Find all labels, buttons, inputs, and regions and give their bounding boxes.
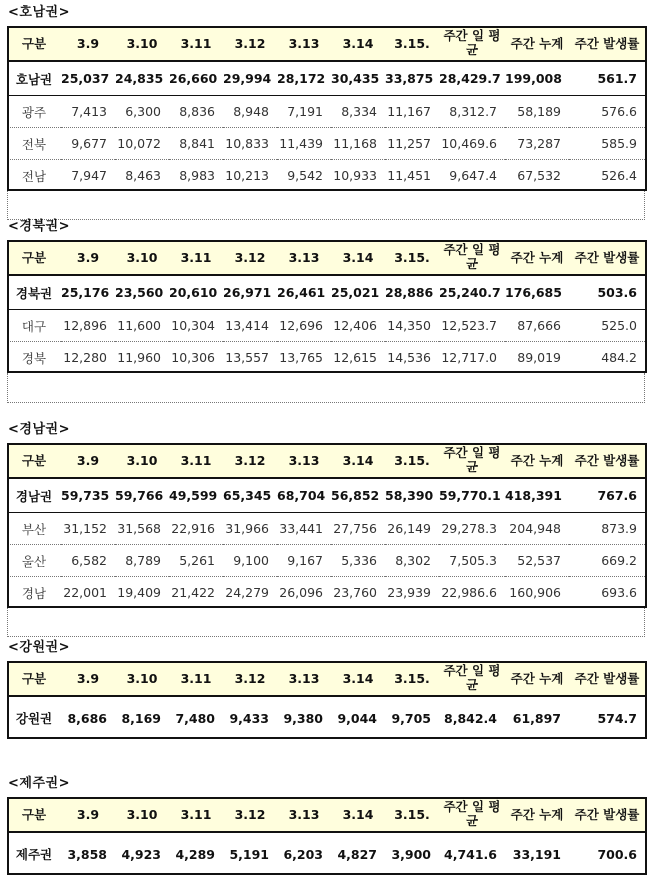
weekly-rate-value: 503.6 xyxy=(569,275,645,310)
daily-value: 14,350 xyxy=(385,310,439,342)
header-weekly-avg: 주간 일 평균 xyxy=(439,661,505,696)
weekly-rate-value: 526.4 xyxy=(601,168,637,183)
weekly-rate-value: 693.6 xyxy=(601,585,637,600)
header-date: 3.13 xyxy=(277,661,331,696)
header-weekly-total: 주간 누계 xyxy=(505,240,569,275)
daily-value: 7,413 xyxy=(61,96,115,128)
daily-value: 31,568 xyxy=(115,513,169,545)
city-row xyxy=(7,96,645,128)
weekly-total-value: 73,287 xyxy=(505,128,569,160)
header-row xyxy=(7,797,645,832)
header-date: 3.12 xyxy=(223,661,277,696)
header-date: 3.15. xyxy=(385,797,439,832)
daily-value: 5,191 xyxy=(229,846,269,862)
daily-value: 8,948 xyxy=(223,96,277,128)
weekly-avg-value: 8,312.7 xyxy=(439,96,505,128)
row-name: 경남 xyxy=(21,585,47,601)
header-date: 3.13 xyxy=(277,797,331,832)
daily-value: 24,279 xyxy=(225,585,269,600)
daily-value: 12,280 xyxy=(63,350,107,365)
header-date: 3.11 xyxy=(169,661,223,696)
daily-value: 24,835 xyxy=(115,61,169,96)
daily-value: 25,176 xyxy=(61,275,115,310)
header-weekly-rate: 주간 발생률 xyxy=(569,26,645,61)
header-region: 구분 xyxy=(7,661,61,696)
header-weekly-rate: 주간 발생률 xyxy=(569,797,645,832)
weekly-rate-value: 576.6 xyxy=(569,96,645,128)
row-name: 경남권 xyxy=(7,478,61,513)
daily-value: 11,257 xyxy=(385,128,439,160)
weekly-avg-value: 4,741.6 xyxy=(444,846,497,862)
daily-value: 12,696 xyxy=(277,310,331,342)
daily-value: 21,422 xyxy=(171,585,215,600)
daily-value: 6,203 xyxy=(283,846,323,862)
header-weekly-rate: 주간 발생률 xyxy=(569,661,645,696)
daily-value: 9,433 xyxy=(229,710,269,726)
daily-value: 10,933 xyxy=(333,168,377,183)
header-date: 3.10 xyxy=(115,797,169,832)
weekly-rate-value: 525.0 xyxy=(569,310,645,342)
weekly-avg-value: 9,647.4 xyxy=(449,168,497,183)
daily-value: 33,875 xyxy=(385,61,439,96)
header-date: 3.10 xyxy=(115,661,169,696)
daily-value: 28,886 xyxy=(385,275,439,310)
region-table xyxy=(7,240,645,373)
empty-dotted-box xyxy=(7,608,645,637)
header-date: 3.15. xyxy=(385,661,439,696)
daily-value: 4,827 xyxy=(337,846,377,862)
header-weekly-avg: 주간 일 평균 xyxy=(439,26,505,61)
header-weekly-total: 주간 누계 xyxy=(505,26,569,61)
region-total-row xyxy=(7,61,645,96)
weekly-rate-value: 574.7 xyxy=(597,710,637,726)
section-title: <제주권> xyxy=(8,776,70,791)
region-total-row xyxy=(7,478,645,513)
header-date: 3.10 xyxy=(115,26,169,61)
weekly-avg-value: 29,278.3 xyxy=(439,513,505,545)
section-title: <강원권> xyxy=(8,640,70,655)
daily-value: 29,994 xyxy=(223,61,277,96)
region-table xyxy=(7,661,645,739)
row-name: 경북권 xyxy=(7,275,61,310)
header-weekly-avg: 주간 일 평균 xyxy=(439,240,505,275)
header-date: 3.15. xyxy=(385,443,439,478)
header-date: 3.11 xyxy=(169,797,223,832)
daily-value: 11,168 xyxy=(331,128,385,160)
weekly-total-value: 52,537 xyxy=(505,545,569,577)
header-date: 3.10 xyxy=(115,443,169,478)
weekly-total-value: 199,008 xyxy=(505,61,569,96)
weekly-total-value: 58,189 xyxy=(505,96,569,128)
region-total-row xyxy=(7,275,645,310)
section-title: <경남권> xyxy=(8,422,70,437)
weekly-avg-value: 59,770.1 xyxy=(439,478,505,513)
row-name: 울산 xyxy=(7,545,61,577)
weekly-avg-value: 12,523.7 xyxy=(439,310,505,342)
header-weekly-total: 주간 누계 xyxy=(505,661,569,696)
header-weekly-avg: 주간 일 평균 xyxy=(439,797,505,832)
daily-value: 14,536 xyxy=(387,350,431,365)
row-name: 제주권 xyxy=(15,847,53,862)
weekly-rate-value: 484.2 xyxy=(601,350,637,365)
daily-value: 12,406 xyxy=(331,310,385,342)
daily-value: 22,916 xyxy=(169,513,223,545)
row-name: 경북 xyxy=(21,350,47,366)
weekly-total-value: 176,685 xyxy=(505,275,569,310)
weekly-avg-value: 10,469.6 xyxy=(439,128,505,160)
header-date: 3.11 xyxy=(169,443,223,478)
daily-value: 11,451 xyxy=(387,168,431,183)
weekly-total-value: 87,666 xyxy=(505,310,569,342)
region-table xyxy=(7,26,645,191)
region-table xyxy=(7,797,645,875)
city-row xyxy=(7,513,645,545)
daily-value: 10,306 xyxy=(171,350,215,365)
weekly-rate-value: 873.9 xyxy=(569,513,645,545)
header-row xyxy=(7,661,645,696)
region-total-row xyxy=(7,696,645,739)
weekly-total-value: 89,019 xyxy=(517,350,561,365)
daily-value: 28,172 xyxy=(277,61,331,96)
daily-value: 26,660 xyxy=(169,61,223,96)
daily-value: 25,037 xyxy=(61,61,115,96)
daily-value: 25,021 xyxy=(331,275,385,310)
header-date: 3.14 xyxy=(331,797,385,832)
daily-value: 8,983 xyxy=(179,168,215,183)
daily-value: 6,300 xyxy=(115,96,169,128)
daily-value: 9,380 xyxy=(283,710,323,726)
daily-value: 7,947 xyxy=(71,168,107,183)
weekly-avg-value: 12,717.0 xyxy=(441,350,497,365)
header-date: 3.12 xyxy=(223,797,277,832)
daily-value: 31,152 xyxy=(61,513,115,545)
weekly-rate-value: 585.9 xyxy=(569,128,645,160)
daily-value: 68,704 xyxy=(277,478,331,513)
header-date: 3.13 xyxy=(277,240,331,275)
daily-value: 59,735 xyxy=(61,478,115,513)
header-date: 3.13 xyxy=(277,26,331,61)
header-region: 구분 xyxy=(7,26,61,61)
daily-value: 10,304 xyxy=(169,310,223,342)
row-name: 전북 xyxy=(7,128,61,160)
city-row xyxy=(7,342,645,374)
row-name: 호남권 xyxy=(7,61,61,96)
city-row xyxy=(7,545,645,577)
daily-value: 7,480 xyxy=(175,710,215,726)
daily-value: 59,766 xyxy=(115,478,169,513)
header-date: 3.14 xyxy=(331,240,385,275)
daily-value: 12,896 xyxy=(61,310,115,342)
city-row xyxy=(7,128,645,160)
weekly-total-value: 61,897 xyxy=(512,710,561,726)
daily-value: 8,789 xyxy=(115,545,169,577)
daily-value: 22,001 xyxy=(63,585,107,600)
header-region: 구분 xyxy=(7,797,61,832)
row-name: 강원권 xyxy=(15,711,53,726)
daily-value: 23,560 xyxy=(115,275,169,310)
header-row xyxy=(7,240,645,275)
city-row xyxy=(7,310,645,342)
daily-value: 23,939 xyxy=(387,585,431,600)
daily-value: 13,557 xyxy=(225,350,269,365)
daily-value: 27,756 xyxy=(331,513,385,545)
daily-value: 9,167 xyxy=(277,545,331,577)
header-row xyxy=(7,26,645,61)
daily-value: 4,289 xyxy=(175,846,215,862)
daily-value: 3,858 xyxy=(67,846,107,862)
header-date: 3.15. xyxy=(385,26,439,61)
daily-value: 8,841 xyxy=(169,128,223,160)
header-region: 구분 xyxy=(7,443,61,478)
daily-value: 4,923 xyxy=(121,846,161,862)
row-name: 전남 xyxy=(21,168,47,184)
weekly-avg-value: 25,240.7 xyxy=(439,275,505,310)
weekly-rate-value: 767.6 xyxy=(569,478,645,513)
weekly-total-value: 33,191 xyxy=(512,846,561,862)
daily-value: 26,096 xyxy=(279,585,323,600)
daily-value: 5,336 xyxy=(331,545,385,577)
daily-value: 11,960 xyxy=(117,350,161,365)
city-row xyxy=(7,160,645,192)
header-date: 3.11 xyxy=(169,240,223,275)
daily-value: 49,599 xyxy=(169,478,223,513)
header-date: 3.14 xyxy=(331,661,385,696)
row-name: 대구 xyxy=(7,310,61,342)
weekly-avg-value: 22,986.6 xyxy=(441,585,497,600)
row-name: 부산 xyxy=(7,513,61,545)
daily-value: 58,390 xyxy=(385,478,439,513)
daily-value: 12,615 xyxy=(333,350,377,365)
daily-value: 8,836 xyxy=(169,96,223,128)
weekly-total-value: 67,532 xyxy=(517,168,561,183)
header-date: 3.12 xyxy=(223,240,277,275)
daily-value: 23,760 xyxy=(333,585,377,600)
header-date: 3.14 xyxy=(331,26,385,61)
header-date: 3.13 xyxy=(277,443,331,478)
header-date: 3.9 xyxy=(61,240,115,275)
header-date: 3.9 xyxy=(61,661,115,696)
daily-value: 10,213 xyxy=(225,168,269,183)
weekly-avg-value: 8,842.4 xyxy=(444,710,497,726)
header-date: 3.14 xyxy=(331,443,385,478)
weekly-rate-value: 561.7 xyxy=(569,61,645,96)
daily-value: 26,461 xyxy=(277,275,331,310)
row-name: 광주 xyxy=(7,96,61,128)
header-date: 3.9 xyxy=(61,443,115,478)
daily-value: 7,191 xyxy=(277,96,331,128)
daily-value: 13,414 xyxy=(223,310,277,342)
daily-value: 19,409 xyxy=(117,585,161,600)
daily-value: 11,600 xyxy=(115,310,169,342)
weekly-rate-value: 669.2 xyxy=(569,545,645,577)
region-total-row xyxy=(7,832,645,875)
header-date: 3.12 xyxy=(223,26,277,61)
header-weekly-total: 주간 누계 xyxy=(505,797,569,832)
header-weekly-rate: 주간 발생률 xyxy=(569,240,645,275)
header-date: 3.9 xyxy=(61,797,115,832)
daily-value: 3,900 xyxy=(391,846,431,862)
daily-value: 65,345 xyxy=(223,478,277,513)
weekly-total-value: 418,391 xyxy=(505,478,569,513)
weekly-total-value: 204,948 xyxy=(505,513,569,545)
daily-value: 8,302 xyxy=(385,545,439,577)
city-row xyxy=(7,577,645,609)
daily-value: 31,966 xyxy=(223,513,277,545)
daily-value: 8,169 xyxy=(121,710,161,726)
daily-value: 10,072 xyxy=(115,128,169,160)
weekly-avg-value: 28,429.7 xyxy=(439,61,505,96)
daily-value: 11,439 xyxy=(277,128,331,160)
daily-value: 20,610 xyxy=(169,275,223,310)
weekly-rate-value: 700.6 xyxy=(597,846,637,862)
weekly-avg-value: 7,505.3 xyxy=(439,545,505,577)
header-date: 3.11 xyxy=(169,26,223,61)
daily-value: 33,441 xyxy=(277,513,331,545)
daily-value: 11,167 xyxy=(385,96,439,128)
empty-dotted-box xyxy=(7,191,645,220)
header-weekly-avg: 주간 일 평균 xyxy=(439,443,505,478)
header-region: 구분 xyxy=(7,240,61,275)
daily-value: 5,261 xyxy=(169,545,223,577)
weekly-total-value: 160,906 xyxy=(509,585,561,600)
header-weekly-total: 주간 누계 xyxy=(505,443,569,478)
daily-value: 6,582 xyxy=(61,545,115,577)
header-date: 3.15. xyxy=(385,240,439,275)
daily-value: 26,149 xyxy=(385,513,439,545)
daily-value: 30,435 xyxy=(331,61,385,96)
daily-value: 8,463 xyxy=(125,168,161,183)
daily-value: 9,044 xyxy=(337,710,377,726)
daily-value: 8,334 xyxy=(331,96,385,128)
header-date: 3.12 xyxy=(223,443,277,478)
daily-value: 9,677 xyxy=(61,128,115,160)
daily-value: 9,100 xyxy=(223,545,277,577)
section-title: <경북권> xyxy=(8,219,70,234)
daily-value: 8,686 xyxy=(67,710,107,726)
empty-dotted-box xyxy=(7,373,645,403)
daily-value: 10,833 xyxy=(223,128,277,160)
header-row xyxy=(7,443,645,478)
header-date: 3.10 xyxy=(115,240,169,275)
header-weekly-rate: 주간 발생률 xyxy=(569,443,645,478)
section-title: <호남권> xyxy=(8,5,70,20)
daily-value: 26,971 xyxy=(223,275,277,310)
header-date: 3.9 xyxy=(61,26,115,61)
daily-value: 9,542 xyxy=(287,168,323,183)
daily-value: 9,705 xyxy=(391,710,431,726)
region-table xyxy=(7,443,645,608)
daily-value: 13,765 xyxy=(279,350,323,365)
daily-value: 56,852 xyxy=(331,478,385,513)
